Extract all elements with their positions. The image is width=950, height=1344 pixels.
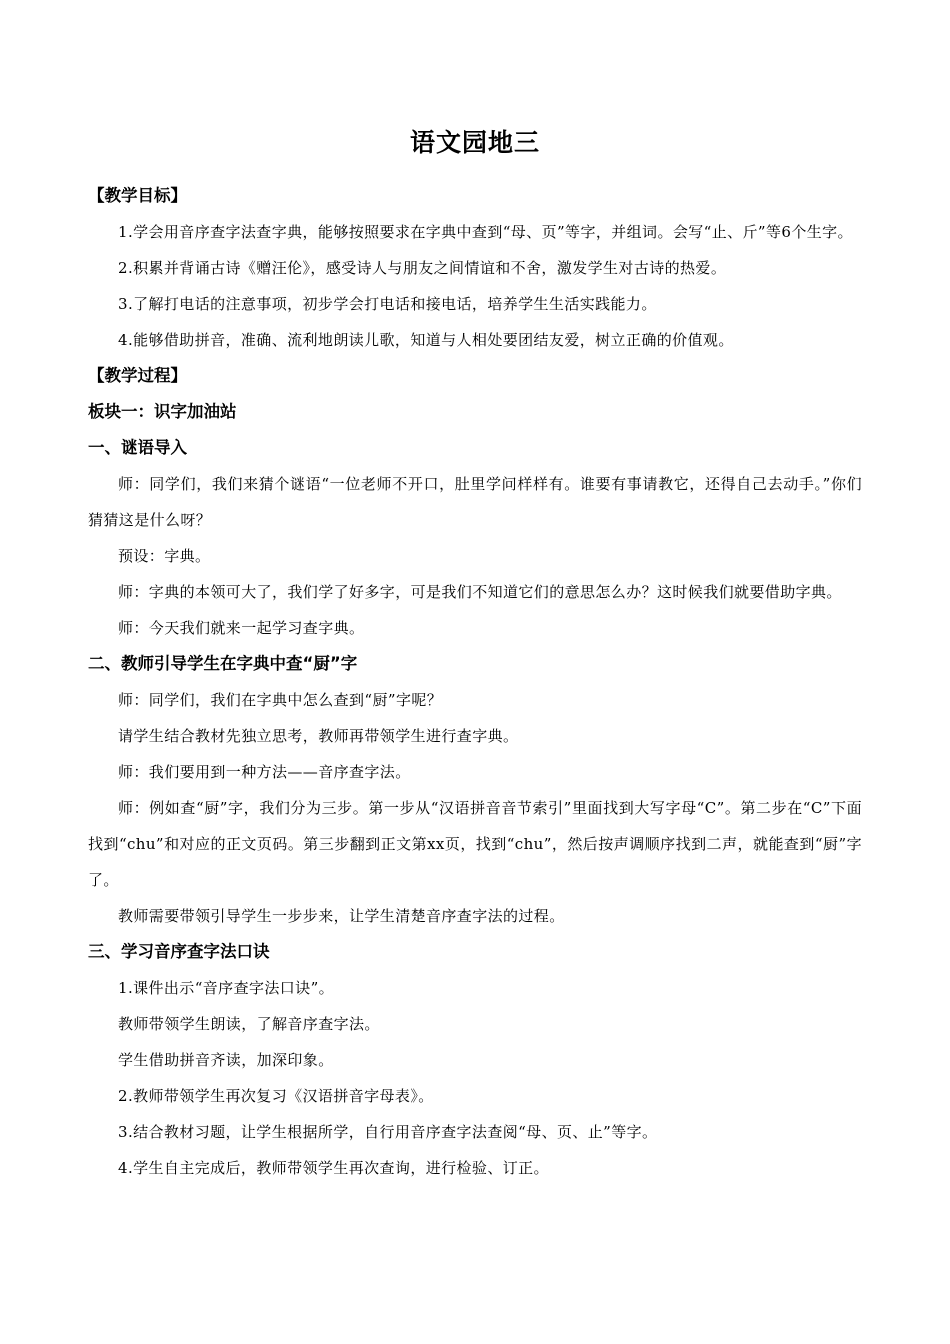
body-paragraph: 教师带领学生朗读，了解音序查字法。	[118, 1015, 380, 1033]
body-paragraph: 2.教师带领学生再次复习《汉语拼音字母表》。	[118, 1087, 434, 1105]
goal-paragraph-2: 2.积累并背诵古诗《赠汪伦》，感受诗人与朋友之间情谊和不舍，激发学生对古诗的热爱。	[118, 259, 727, 277]
body-paragraph: 师：字典的本领可大了，我们学了好多字，可是我们不知道它们的意思怎么办？这时候我们就要借助字典。	[118, 583, 842, 601]
subsection-heading-riddle-intro: 一、谜语导入	[88, 438, 187, 457]
document-page	[88, 120, 862, 1186]
body-paragraph: 1.课件出示“音序查字法口诀”。	[118, 979, 335, 997]
body-paragraph: 预设：字典。	[118, 547, 211, 565]
goal-paragraph-1: 1.学会用音序查字法查字典，能够按照要求在字典中查到“母、页”等字，并组词。会写“止、斤”等6个生字。	[118, 223, 853, 241]
subsection-heading-lookup-chu: 二、教师引导学生在字典中查“厨”字	[88, 654, 358, 673]
body-paragraph: 师：今天我们就来一起学习查字典。	[118, 619, 365, 637]
body-paragraph: 3.结合教材习题，让学生根据所学，自行用音序查字法查阅“母、页、止”等字。	[118, 1123, 658, 1141]
body-paragraph: 学生借助拼音齐读，加深印象。	[118, 1051, 334, 1069]
body-paragraph: 师：例如查“厨”字，我们分为三步。第一步从“汉语拼音音节索引”里面找到大写字母“C”。第二步在“C”下面找到“chu”和对应的正文页码。第三步翻到正文第xx页，找到“chu”，然后按声调顺序找到二声，就能查到“厨”字了。	[88, 799, 862, 889]
body-paragraph: 师：同学们，我们在字典中怎么查到“厨”字呢？	[118, 691, 443, 709]
section-heading-teaching-goals: 【教学目标】	[88, 186, 187, 205]
body-paragraph: 师：我们要用到一种方法——音序查字法。	[118, 763, 411, 781]
section-heading-teaching-process: 【教学过程】	[88, 366, 187, 385]
goal-paragraph-4: 4.能够借助拼音，准确、流利地朗读儿歌，知道与人相处要团结友爱，树立正确的价值观。	[118, 331, 734, 349]
section-heading-block-one: 板块一：识字加油站	[88, 402, 237, 421]
body-paragraph: 4.学生自主完成后，教师带领学生再次查询，进行检验、订正。	[118, 1159, 549, 1177]
document-title: 语文园地三	[409, 128, 540, 157]
goal-paragraph-3: 3.了解打电话的注意事项，初步学会打电话和接电话，培养学生生活实践能力。	[118, 295, 657, 313]
subsection-heading-mnemonic: 三、学习音序查字法口诀	[88, 942, 270, 961]
body-paragraph: 教师需要带领引导学生一步步来，让学生清楚音序查字法的过程。	[118, 907, 565, 925]
body-paragraph: 请学生结合教材先独立思考，教师再带领学生进行查字典。	[118, 727, 519, 745]
body-paragraph: 师：同学们，我们来猜个谜语“一位老师不开口，肚里学问样样有。谁要有事请教它，还得自己去动手。”你们猜猜这是什么呀？	[88, 475, 862, 529]
